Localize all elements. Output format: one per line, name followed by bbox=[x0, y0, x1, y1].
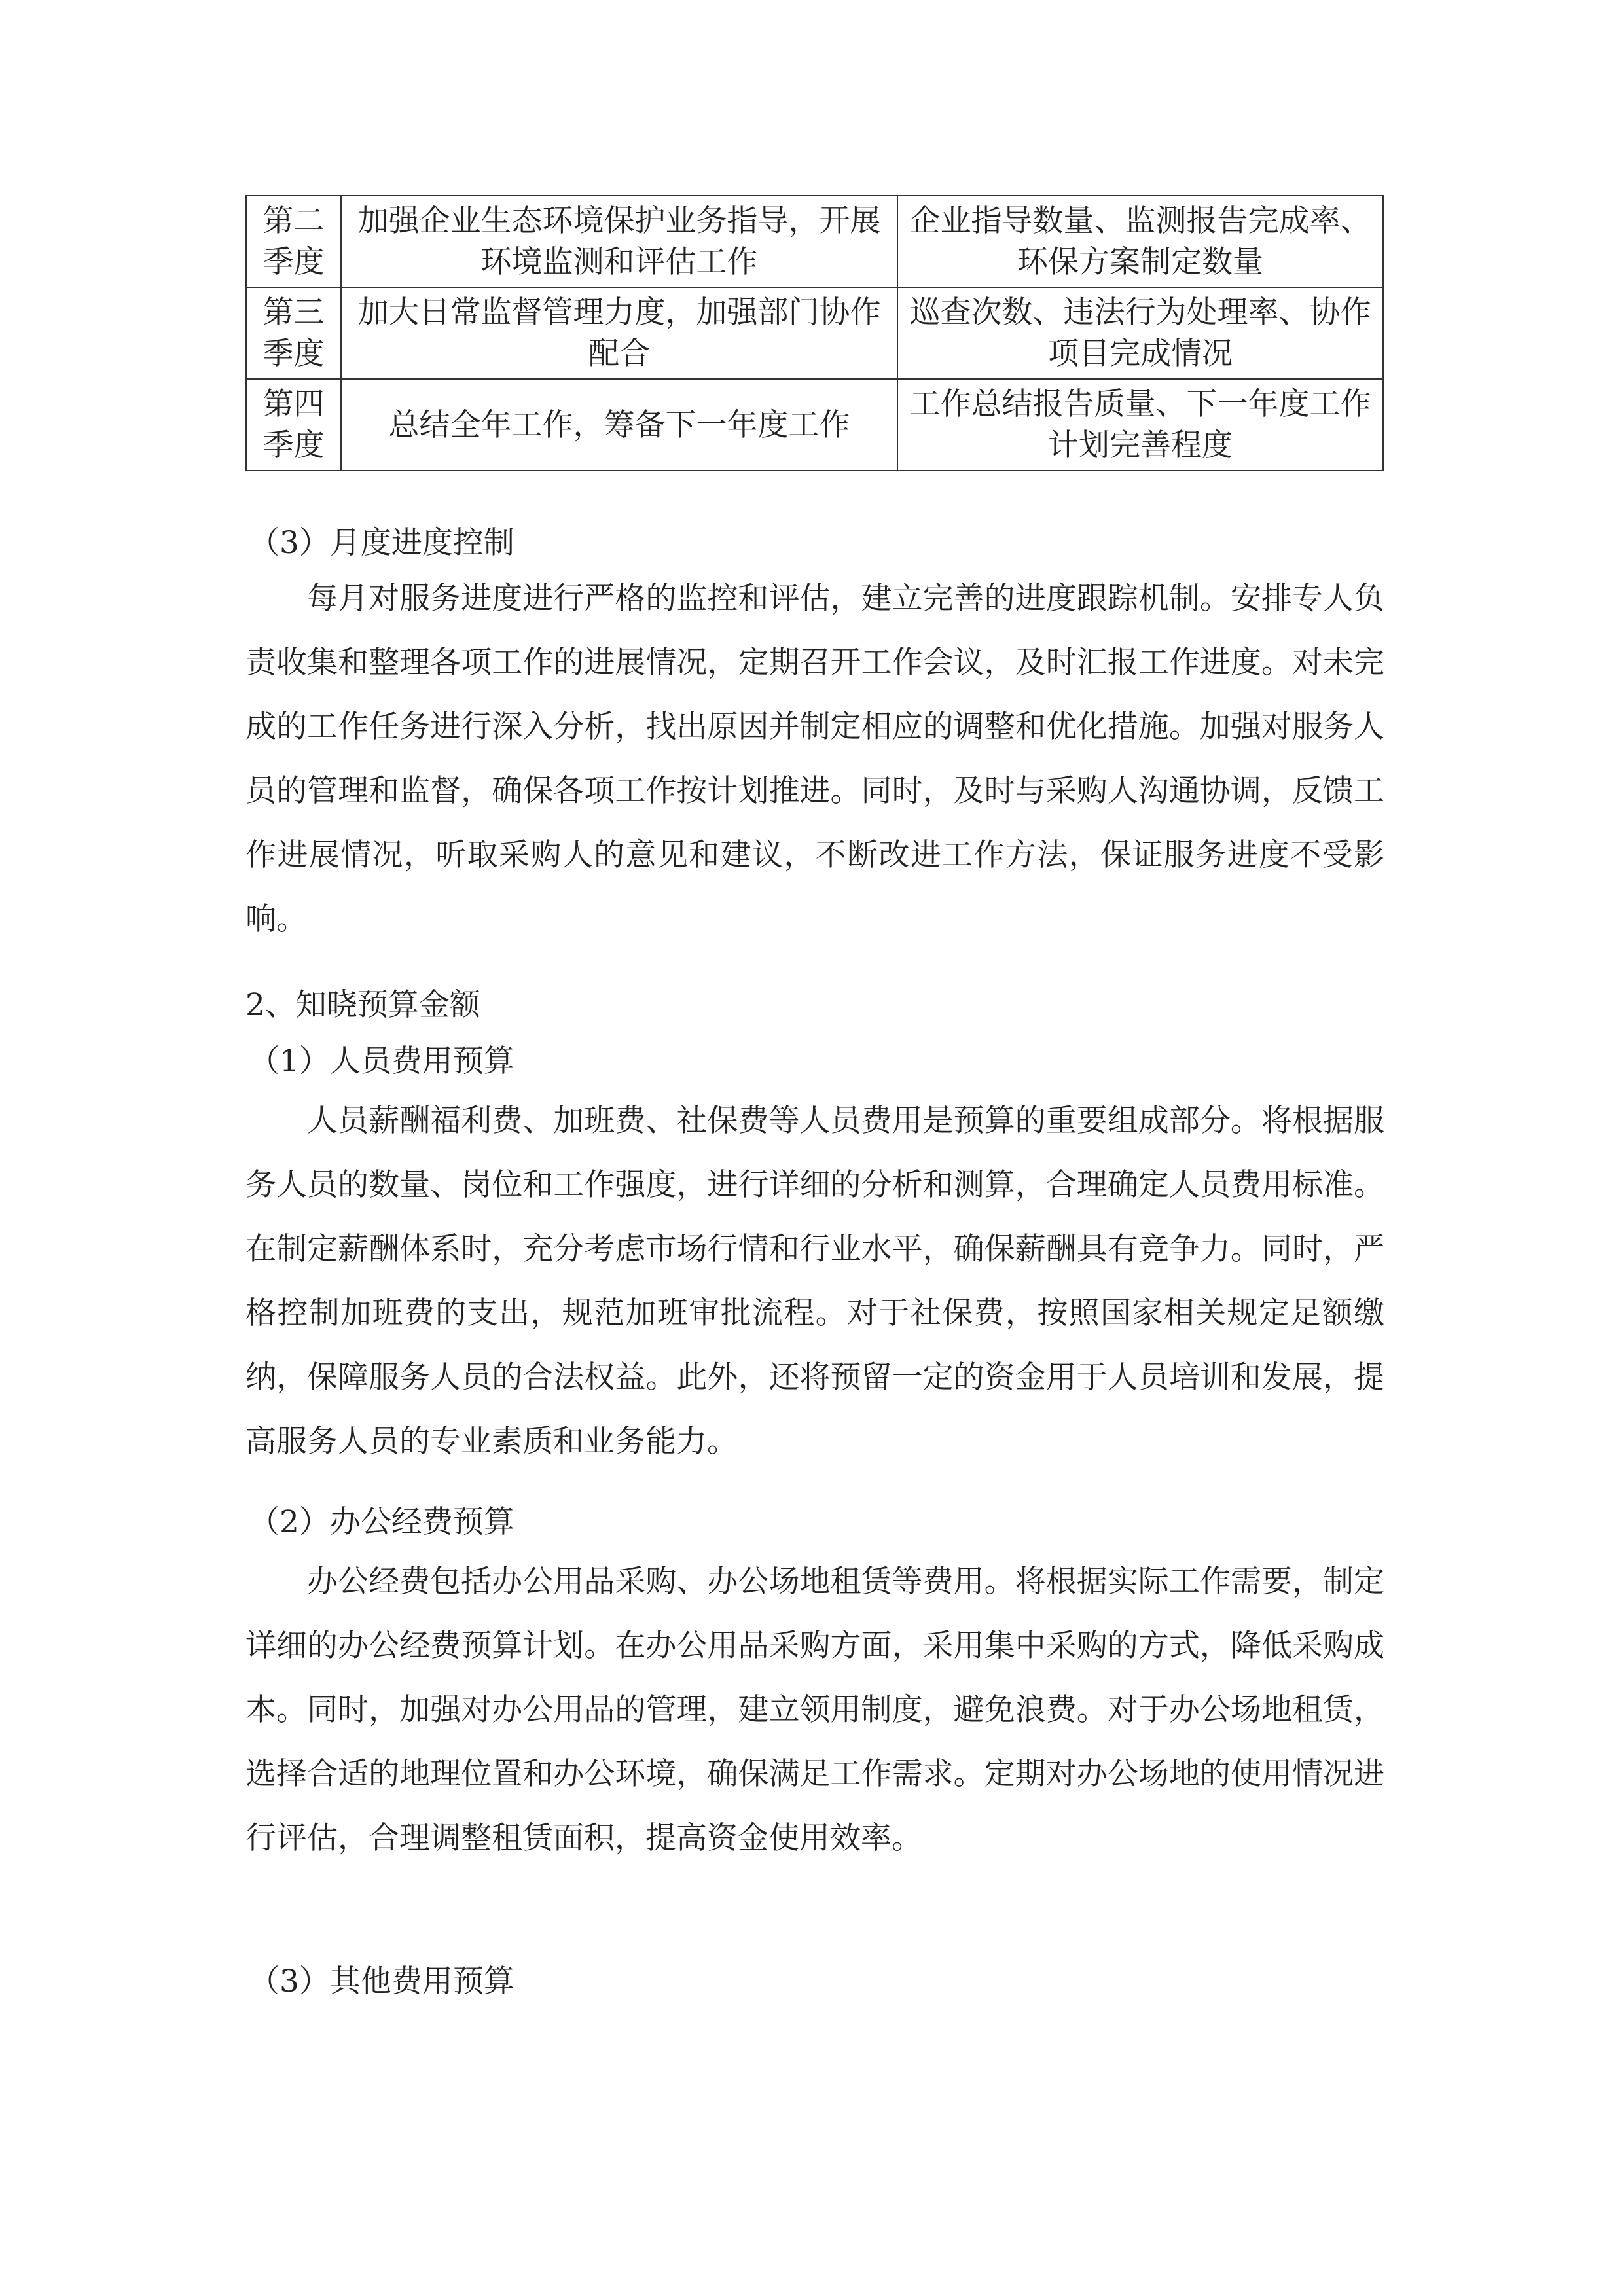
office-budget-paragraph: 办公经费包括办公用品采购、办公场地租赁等费用。将根据实际工作需要，制定详细的办公经费预算计划。在办公用品采购方面，采用集中采购的方式，降低采购成本。同时，加强对办公用品的管理，建立领用制度，避免浪费。对于办公场地租赁，选择合适的地理位置和办公环境，确保满足工作需求。定期对办公场地的使用情况进行评估，合理调整租赁面积，提高资金使用效率。 bbox=[245, 1564, 1384, 1856]
monthly-progress-paragraph: 每月对服务进度进行严格的监控和评估，建立完善的进度跟踪机制。安排专人负责收集和整理各项工作的进展情况，定期召开工作会议，及时汇报工作进度。对未完成的工作任务进行深入分析，找出原因并制定相应的调整和优化措施。加强对服务人员的管理和监督，确保各项工作按计划推进。同时，及时与采购人沟通协调，反馈工作进展情况，听取采购人的意见和建议，不断改进工作方法，保证服务进度不受影响。 bbox=[245, 581, 1384, 937]
task-cell: 加强企业生态环境保护业务指导，开展环境监测和评估工作 bbox=[341, 196, 897, 287]
quarter-cell: 第三季度 bbox=[246, 287, 341, 379]
task-cell: 加大日常监督管理力度，加强部门协作配合 bbox=[341, 287, 897, 379]
quarter-cell: 第二季度 bbox=[246, 196, 341, 287]
task-cell: 总结全年工作，筹备下一年度工作 bbox=[341, 379, 897, 471]
table-row bbox=[246, 379, 1383, 471]
kpi-cell: 巡查次数、违法行为处理率、协作项目完成情况 bbox=[897, 287, 1383, 379]
budget-heading: 2、知晓预算金额 bbox=[245, 987, 480, 1023]
quarter-cell: 第四季度 bbox=[246, 379, 341, 471]
personnel-budget-heading: （1）人员费用预算 bbox=[249, 1043, 514, 1079]
other-budget-heading: （3）其他费用预算 bbox=[249, 1964, 514, 2000]
office-budget-heading: （2）办公经费预算 bbox=[249, 1504, 514, 1540]
kpi-cell: 工作总结报告质量、下一年度工作计划完善程度 bbox=[897, 379, 1383, 471]
table-row bbox=[246, 196, 1383, 287]
kpi-cell: 企业指导数量、监测报告完成率、环保方案制定数量 bbox=[897, 196, 1383, 287]
table-row bbox=[246, 287, 1383, 379]
personnel-budget-paragraph: 人员薪酬福利费、加班费、社保费等人员费用是预算的重要组成部分。将根据服务人员的数量、岗位和工作强度，进行详细的分析和测算，合理确定人员费用标准。在制定薪酬体系时，充分考虑市场行情和行业水平，确保薪酬具有竞争力。同时，严格控制加班费的支出，规范加班审批流程。对于社保费，按照国家相关规定足额缴纳，保障服务人员的合法权益。此外，还将预留一定的资金用于人员培训和发展，提高服务人员的专业素质和业务能力。 bbox=[245, 1103, 1384, 1460]
quarterly-plan-table bbox=[245, 195, 1384, 471]
monthly-progress-heading: （3）月度进度控制 bbox=[249, 525, 514, 561]
